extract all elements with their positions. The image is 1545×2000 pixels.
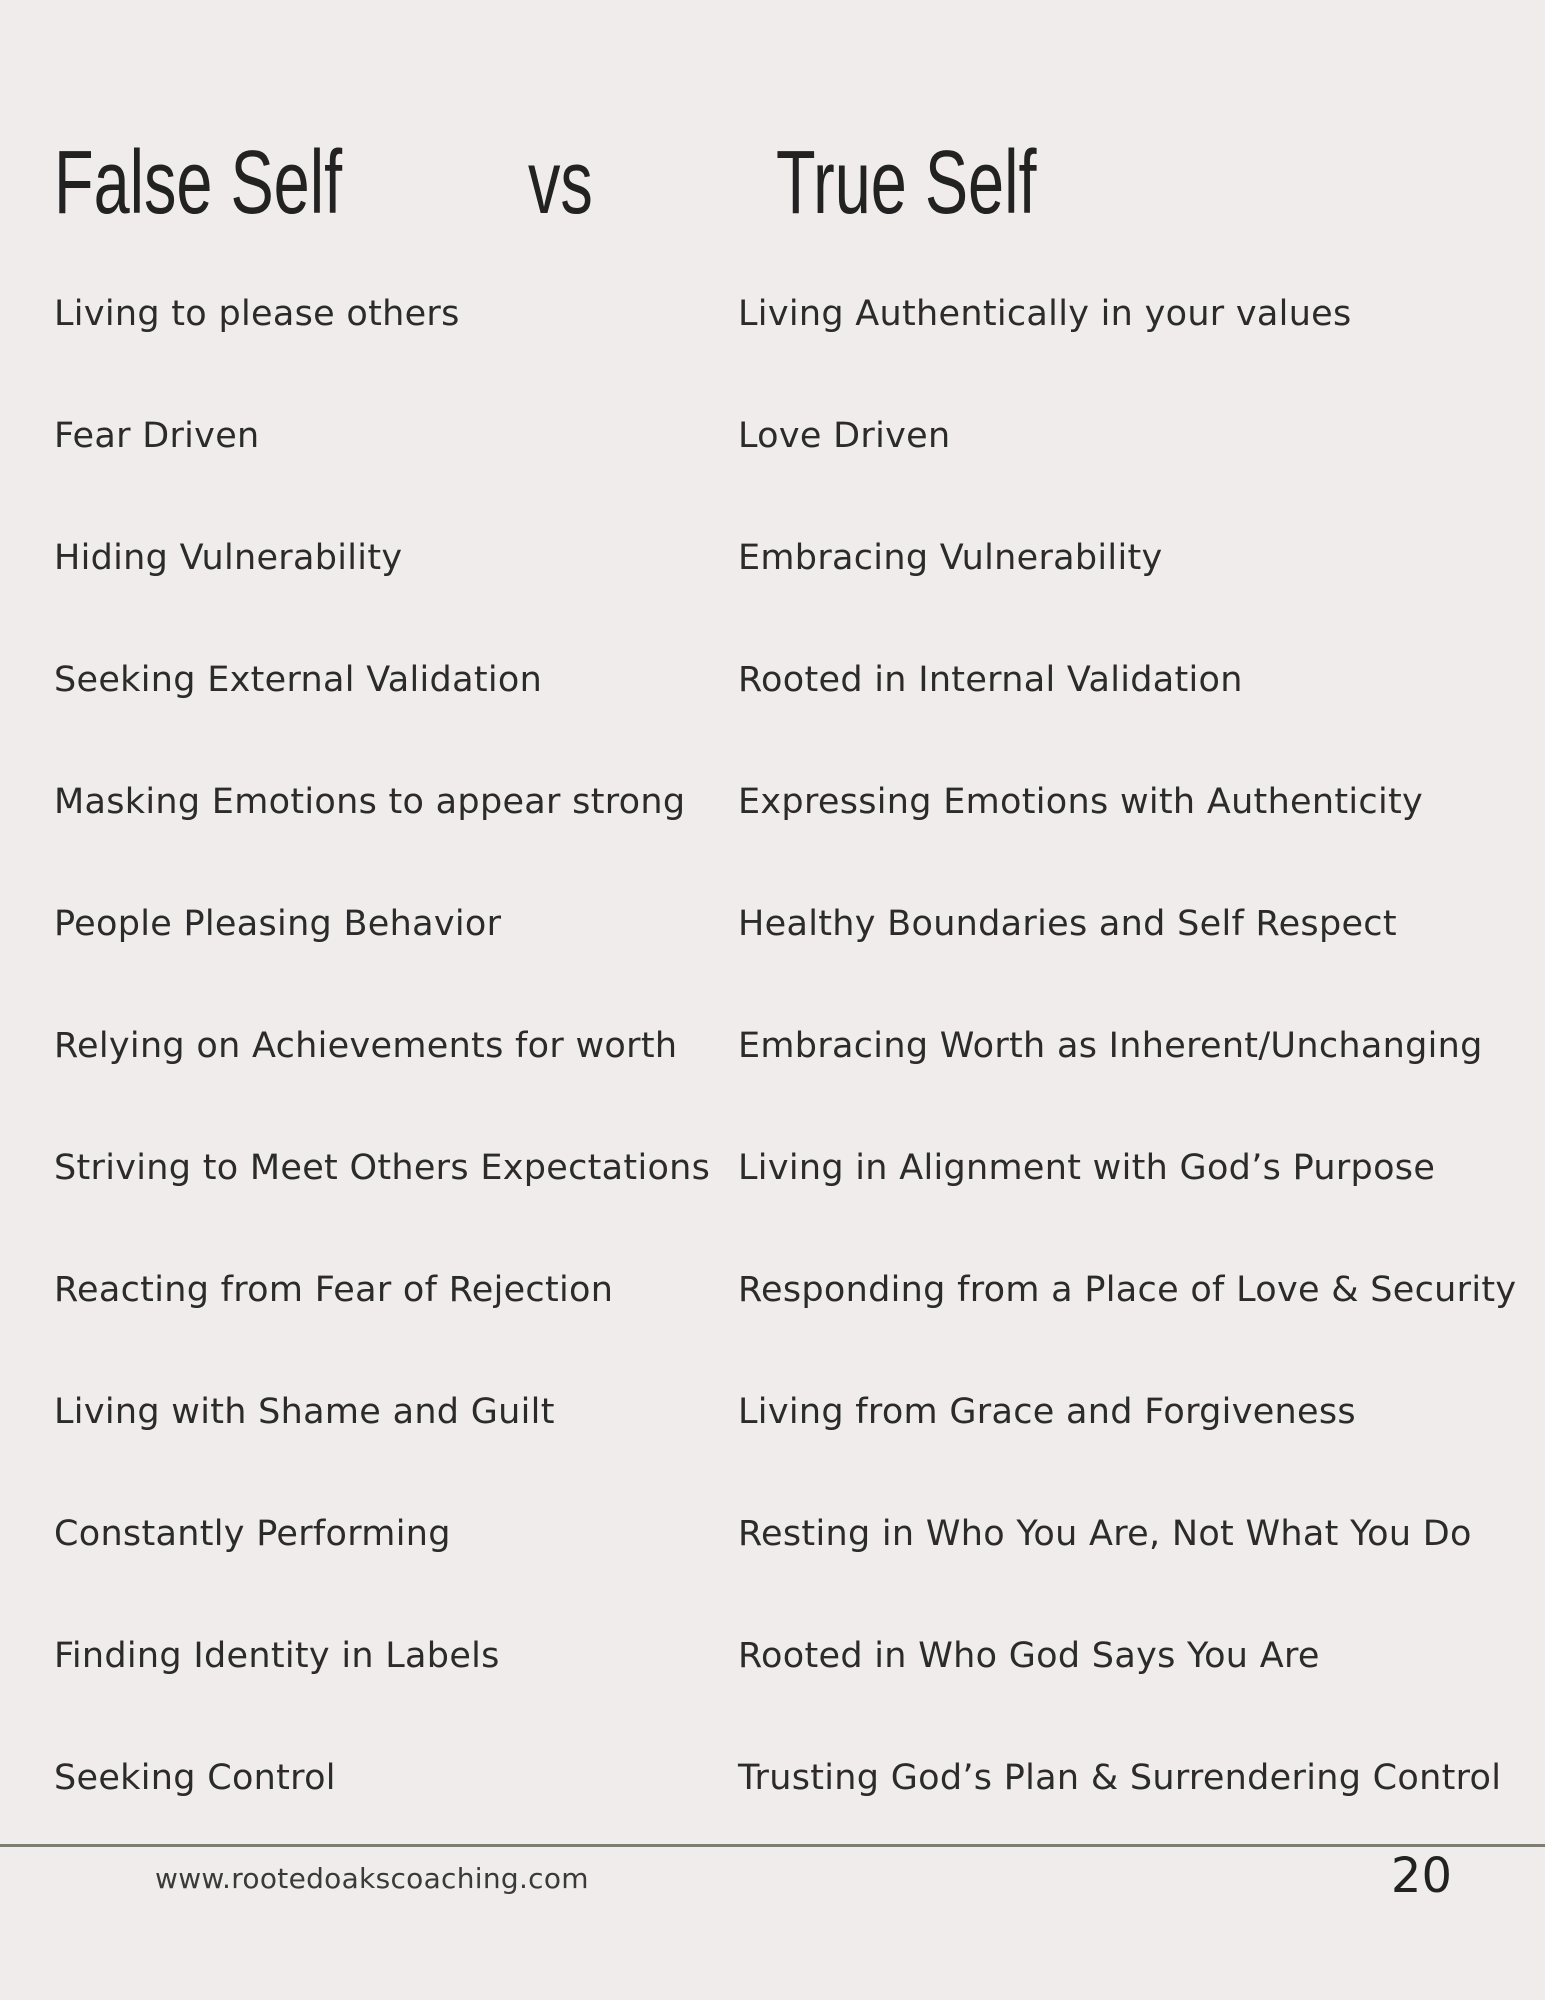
false-self-item: Fear Driven <box>54 416 260 456</box>
false-self-item: Living to please others <box>54 294 460 334</box>
false-self-item: Finding Identity in Labels <box>54 1636 500 1676</box>
false-self-item: Living with Shame and Guilt <box>54 1392 555 1432</box>
false-self-item: People Pleasing Behavior <box>54 904 502 944</box>
false-self-item: Relying on Achievements for worth <box>54 1026 678 1066</box>
true-self-item: Living in Alignment with God’s Purpose <box>738 1148 1436 1188</box>
true-self-item: Responding from a Place of Love & Security <box>738 1270 1517 1310</box>
comparison-row <box>0 375 1545 497</box>
true-self-item: Embracing Vulnerability <box>738 538 1163 578</box>
false-self-item: Seeking Control <box>54 1758 336 1798</box>
comparison-row <box>0 863 1545 985</box>
true-self-item: Embracing Worth as Inherent/Unchanging <box>738 1026 1483 1066</box>
comparison-row <box>0 1595 1545 1717</box>
true-self-item: Love Driven <box>738 416 951 456</box>
false-self-heading: False Self <box>54 133 343 233</box>
comparison-row <box>0 1717 1545 1839</box>
true-self-item: Living Authentically in your values <box>738 294 1352 334</box>
footer-divider <box>0 1844 1545 1847</box>
true-self-item: Trusting God’s Plan & Surrendering Control <box>738 1758 1502 1798</box>
vs-heading: vs <box>528 133 593 233</box>
website-url: www.rootedoakscoaching.com <box>155 1862 589 1895</box>
false-self-item: Striving to Meet Others Expectations <box>54 1148 711 1188</box>
comparison-row <box>0 741 1545 863</box>
comparison-row <box>0 1229 1545 1351</box>
true-self-heading: True Self <box>776 133 1037 233</box>
comparison-row <box>0 619 1545 741</box>
comparison-row <box>0 985 1545 1107</box>
true-self-item: Healthy Boundaries and Self Respect <box>738 904 1397 944</box>
comparison-row <box>0 1473 1545 1595</box>
true-self-item: Rooted in Internal Validation <box>738 660 1243 700</box>
true-self-item: Living from Grace and Forgiveness <box>738 1392 1356 1432</box>
comparison-row <box>0 497 1545 619</box>
false-self-item: Constantly Performing <box>54 1514 451 1554</box>
true-self-item: Resting in Who You Are, Not What You Do <box>738 1514 1472 1554</box>
page-number: 20 <box>1390 1848 1452 1904</box>
comparison-list <box>0 253 1545 1839</box>
true-self-item: Rooted in Who God Says You Are <box>738 1636 1320 1676</box>
comparison-row <box>0 1351 1545 1473</box>
comparison-row <box>0 253 1545 375</box>
false-self-item: Seeking External Validation <box>54 660 543 700</box>
comparison-row <box>0 1107 1545 1229</box>
false-self-item: Reacting from Fear of Rejection <box>54 1270 614 1310</box>
false-self-item: Masking Emotions to appear strong <box>54 782 686 822</box>
false-self-item: Hiding Vulnerability <box>54 538 403 578</box>
true-self-item: Expressing Emotions with Authenticity <box>738 782 1424 822</box>
